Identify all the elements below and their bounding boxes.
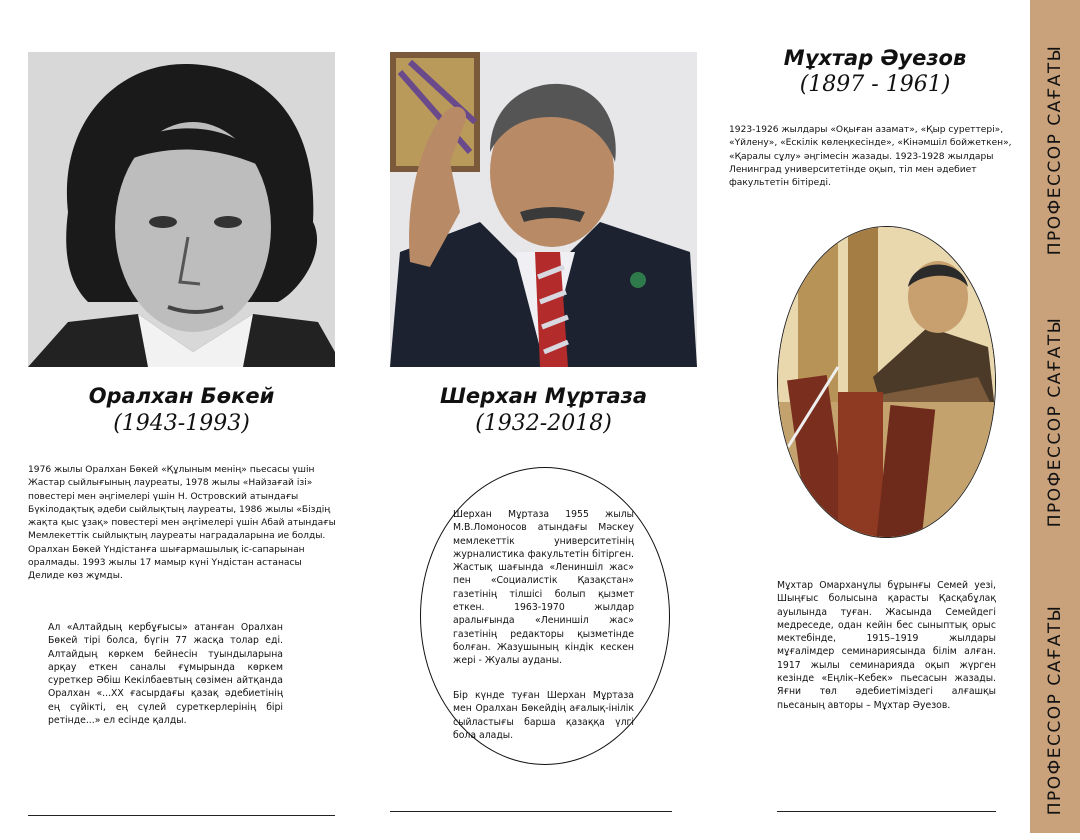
mukhtar-auezov-biography-text: Мұхтар Омарханұлы бұрынғы Семей уезі, Шыңғыс болысына қарасты Қасқабұлақ ауылында туған. Жасында Семейдегі медреседе, одан кейін бес сыныптық орыс мектебінде, 1915–1919 жылдары мұғалімдер семинариясында білім алған. 1917 жылы семинарияда оқып жүрген кезінде «Еңлік–Кебек» пьесасын жазады. Яғни төл әдебиетіміздегі алғашқы пьесаның авторы – Мұхтар Әуезов. [777, 580, 996, 711]
column3-bottom-rule [777, 811, 996, 812]
mukhtar-auezov-name: Мұхтар Әуезов [783, 46, 967, 70]
sherkhan-murtaza-years: (1932-2018) [475, 411, 612, 436]
sherkhan-murtaza-portrait [390, 52, 697, 367]
sidebar-text-bottom: ПРОФЕССОР САҒАТЫ [1045, 604, 1065, 816]
oralkhan-bokey-memory-text: Ал «Алтайдың кербұғысы» атанған Оралхан Бөкей тірі болса, бүгін 77 жасқа толар еді. Алтайдың көркем бейнесін туындыларына арқау еткен саналы ғұмырында көркем суреткер Әбіш Кекілбаевтың сөзімен айтқанда Оралхан «...ХХ ғасырдағы қазақ әдебиетінің ең сүйікті, ең сүлей суреткерлерінің бірі ретінде...» ел есінде қалды. [48, 622, 283, 727]
sherkhan-murtaza-friendship-text: Бір күнде туған Шерхан Мұртаза мен Оралхан Бөкейдің ағалық-інілік сыйластығы барша қазаққа үлгі бола алады. [453, 690, 634, 741]
sidebar-text-middle: ПРОФЕССОР САҒАТЫ [1045, 316, 1065, 528]
mukhtar-auezov-years: (1897 - 1961) [799, 72, 951, 97]
oralkhan-bokey-awards-text: 1976 жылы Оралхан Бөкей «Құлыным менің» пьесасы үшін Жастар сыйлығының лауреаты, 1978 жылы «Найзағай ізі» повестері мен әңгімелері үшін Н. Островский атындағы Бүкілодақтық әдеби сыйлықтың лауреаты, 1986 жылы «Біздің жақта қыс ұзақ» повестері мен әңгімелері үшін Абай атындағы Мемлекеттік сыйлықтың лауреаты наградаларына ие болды. Оралхан Бөкей Үндістанға шығармашылық іс-сапарынан оралмады. 1993 жылы 17 мамыр күні Үндістан астанасы Делиде көз жұмды. [28, 465, 336, 582]
sherkhan-murtaza-biography-text: Шерхан Мұртаза 1955 жылы М.В.Ломоносов атындағы Мәскеу мемлекеттік университетінің журналистика факультетін бітірген. Жастық шағында «Лениншіл жас» пен «Социалистік Қазақстан» газетінің тілшісі болып қызмет еткен. 1963-1970 жылдар аралығында «Лениншіл жас» газетінің редакторы қызметінде болған. Жазушының кіндік кескен жері - Жуалы ауданы. [453, 509, 634, 667]
mukhtar-auezov-works-text: 1923-1926 жылдары «Оқыған азамат», «Қыр суреттері», «Үйлену», «Ескілік көлеңкесінде», «Кінәмшіл бойжеткен», «Қаралы сұлу» әңгімесін жазады. 1923-1928 жылдары Ленинград университетінде оқып, тіл мен әдебиет факультетін бітіреді. [729, 125, 1012, 189]
column1-bottom-rule [28, 815, 335, 816]
oralkhan-bokey-years: (1943-1993) [113, 411, 250, 436]
oralkhan-bokey-portrait [28, 52, 335, 367]
sherkhan-murtaza-name: Шерхан Мұртаза [439, 384, 648, 408]
mukhtar-auezov-oval-picture [777, 226, 996, 538]
sidebar-text-top: ПРОФЕССОР САҒАТЫ [1045, 44, 1065, 256]
oralkhan-bokey-name: Оралхан Бөкей [88, 384, 275, 408]
column2-bottom-rule [390, 811, 672, 812]
